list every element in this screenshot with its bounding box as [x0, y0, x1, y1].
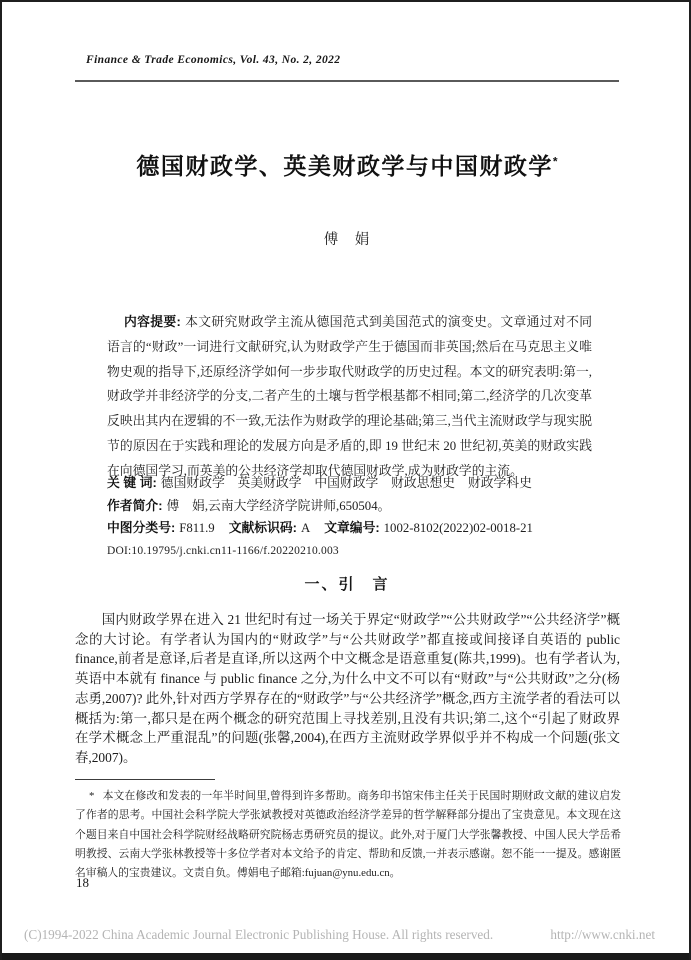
- section-heading-introduction: 一、引 言: [304, 576, 390, 593]
- author-bio-line: [107, 495, 592, 518]
- article-title-text: 德国财政学、英美财政学与中国财政学: [136, 153, 553, 179]
- footnote-marker: *: [89, 790, 95, 802]
- copyright-text: (C)1994-2022 China Academic Journal Electronic Publishing House. All rights reserved.: [24, 927, 494, 942]
- article-no-label: 文章编号:: [324, 520, 380, 535]
- doc-code-label: 文献标识码:: [228, 520, 297, 535]
- introduction-paragraph: 国内财政学界在进入 21 世纪时有过一场关于界定“财政学”“公共财政学”“公共经济学”概念的大讨论。有学者认为国内的“财政学”与“公共财政学”都直接或间接译自英语的 public finance,前者是意译,后者是直译,所以这两个中文概念是语意重复(陈共,1999)。也有学者认为,英语中本就有 finance 与 public finance 之分,为什么中文不可以有“财政”与“公共财政”之分(杨志勇,2007)? 此外,针对西方学界存在的“财政学”与“公共经济学”概念,西方主流学者的看法可以概括为:第一,都只是在两个概念的研究范围上寻找差别,且没有共识;第二,这个“引起了财政界在学术概念上严重混乱”的问题(张馨,2004),在西方主流财政学界似乎并不构成一个问题(张文春,2007)。: [75, 612, 620, 765]
- page-number: 18: [76, 875, 89, 890]
- cnki-url: http://www.cnki.net: [550, 927, 655, 942]
- keywords-line: [107, 472, 592, 495]
- author-bio-label: 作者简介:: [107, 497, 163, 513]
- cnki-watermark-bar: [2, 927, 689, 943]
- keywords-text: 德国财政学 英美财政学 中国财政学 财政思想史 财政学科史: [160, 476, 532, 490]
- journal-header: Finance & Trade Economics, Vol. 43, No. 2, 2022: [86, 54, 341, 66]
- footnote-separator-rule: [75, 779, 215, 780]
- clc-label: 中图分类号:: [107, 520, 176, 535]
- classification-line: [107, 517, 592, 540]
- author-name: 傅 娟: [323, 232, 371, 248]
- header-rule: [75, 80, 619, 82]
- abstract-text: 本文研究财政学主流从德国范式到美国范式的演变史。文章通过对不同语言的“财政”一词进行文献研究,认为财政学产生于德国而非英国;然后在马克思主义唯物史观的指导下,还原经济学如何一步步取代财政学的历史过程。本文的研究表明:第一,财政学并非经济学的分支,二者产生的土壤与哲学根基都不相同;第二,经济学的几次变革反映出其内在逻辑的不一致,无法作为财政学的理论基础;第三,当代主流财政学与现实脱节的原因在于实践和理论的发展方向是矛盾的,即 19 世纪末 20 世纪初,英美的财政实践在向德国学习,而英美的公共经济学却取代德国财政学,成为财政学的主流。: [107, 315, 593, 478]
- title-footnote-marker: *: [552, 154, 558, 169]
- doc-code-value: A: [300, 521, 311, 535]
- abstract-label: 内容提要:: [124, 314, 181, 329]
- author-bio-text: 傅 娟,云南大学经济学院讲师,650504。: [166, 498, 391, 513]
- article-title: [75, 148, 619, 181]
- scan-bottom-edge: [2, 953, 689, 960]
- footnote-text: 本文在修改和发表的一年半时间里,曾得到许多帮助。商务印书馆宋伟主任关于民国时期财政文献的建议启发了作者的思考。中国社会科学院大学张斌教授对英德政治经济学差异的哲学解释部分提出了宝贵意见。本文现在这个题目来自中国社会科学院财经战略研究院杨志勇研究员的提议。此外,对于厦门大学张馨教授、中国人民大学岳希明教授、云南大学张林教授等十多位学者对本文给予的肯定、帮助和反馈,一并表示感谢。恕不能一一提及。感谢匿名审稿人的宝贵建议。文责自负。傅娟电子邮箱:fujuan@ynu.edu.cn。: [75, 790, 621, 880]
- abstract-paragraph: [107, 310, 592, 484]
- article-meta-block: [107, 472, 592, 562]
- keywords-label: 关 键 词:: [107, 475, 157, 490]
- article-no-value: 1002-8102(2022)02-0018-21: [383, 521, 533, 535]
- doi-line: DOI:10.19795/j.cnki.cn11-1166/f.20220210.003: [107, 544, 339, 557]
- footnote-paragraph: [75, 787, 621, 883]
- clc-value: F811.9: [179, 521, 215, 535]
